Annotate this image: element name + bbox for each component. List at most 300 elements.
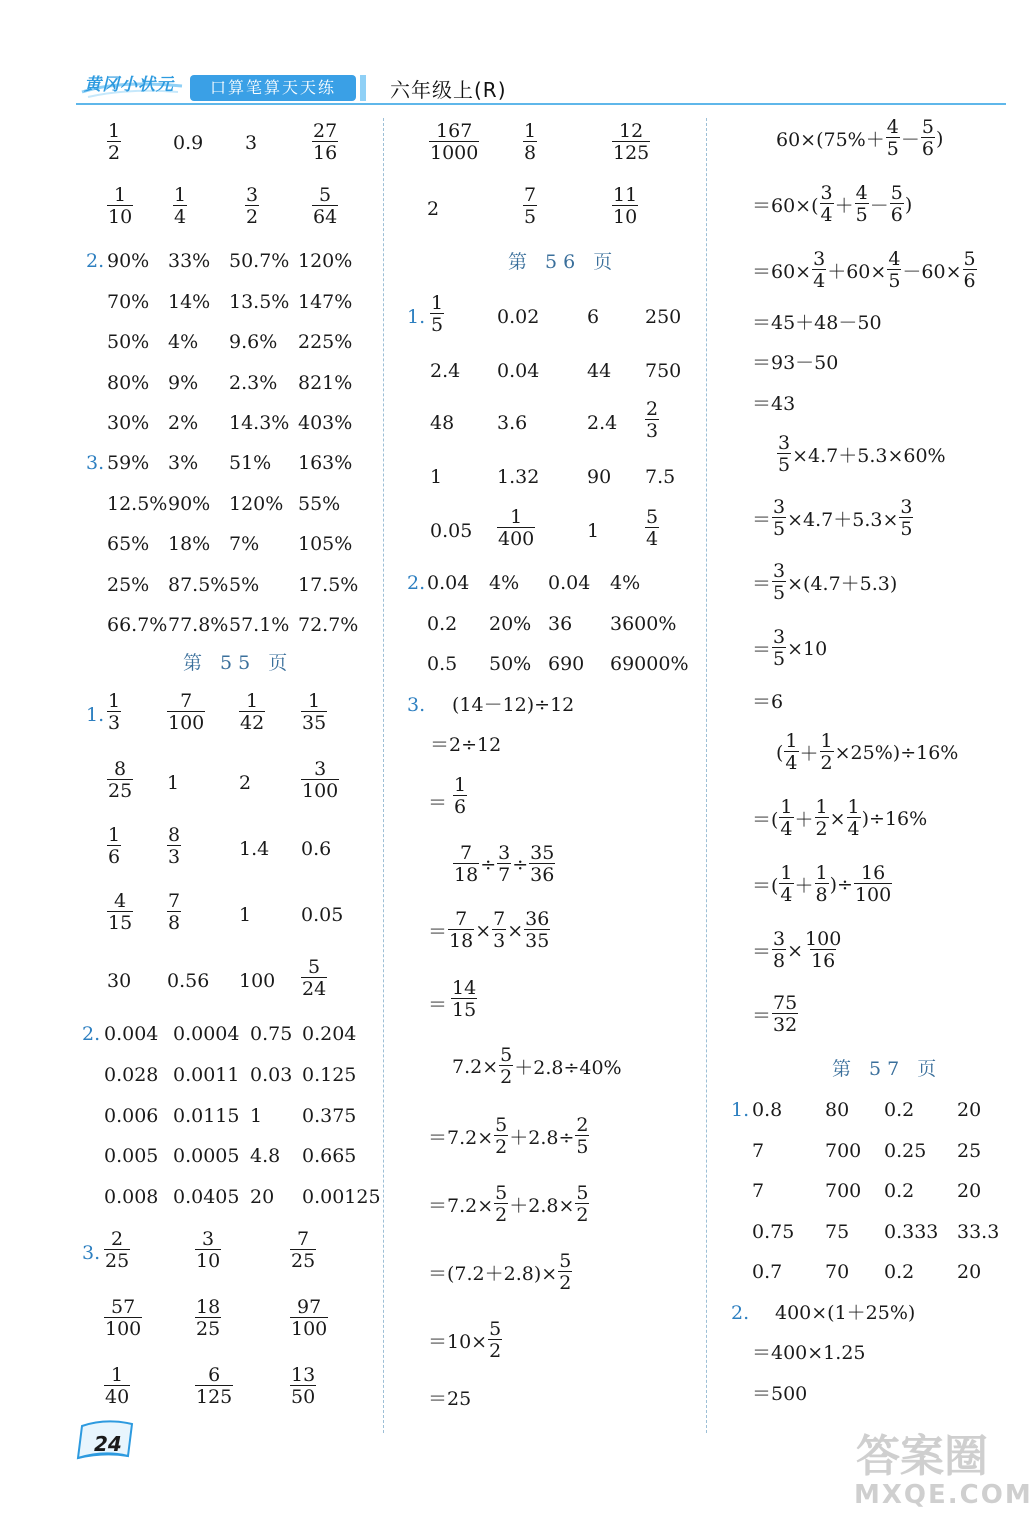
answer-value: 0.333 xyxy=(884,1220,939,1243)
answer-value: 0.375 xyxy=(302,1104,357,1127)
result-fraction xyxy=(453,776,467,817)
question-number: 2. xyxy=(731,1302,750,1324)
page-heading: 第 56 页 xyxy=(508,251,619,273)
answer-value: 0.00125 xyxy=(302,1186,381,1209)
fraction xyxy=(492,910,506,951)
answer-value: 0.75 xyxy=(752,1220,795,1243)
denominator: 15 xyxy=(108,912,133,934)
answer-value: 55% xyxy=(298,492,341,515)
answer-value: 0.75 xyxy=(250,1023,293,1045)
numerator: 167 xyxy=(436,120,473,142)
numerator: 4 xyxy=(114,890,127,912)
equation-text: ＝( xyxy=(752,809,779,831)
equation-text: ＝ xyxy=(428,792,448,814)
answer-fraction xyxy=(104,1230,130,1271)
answer-value: 163% xyxy=(298,452,353,474)
answer-value: 105% xyxy=(298,533,353,555)
answer-fraction xyxy=(301,760,339,801)
numerator: 1 xyxy=(114,184,127,206)
equation-text: )÷16% xyxy=(861,807,928,830)
answer-value: 0.2 xyxy=(884,1099,915,1121)
answer-value: 90 xyxy=(587,466,612,488)
fraction xyxy=(963,250,977,291)
numerator: 3 xyxy=(778,432,791,454)
denominator: 10 xyxy=(108,206,133,228)
equation-line xyxy=(752,994,799,1035)
equation-line xyxy=(776,434,946,475)
denominator: 10 xyxy=(196,1250,221,1272)
equation-line xyxy=(752,250,978,291)
answer-value: 13.5% xyxy=(229,290,290,313)
equation-text: ＝7.2× xyxy=(428,1127,494,1149)
numerator: 3 xyxy=(813,248,826,270)
answer-value: 9% xyxy=(168,371,199,394)
equation-text: ＋2.8× xyxy=(509,1195,575,1217)
column-divider-1 xyxy=(383,118,384,1433)
denominator: 42 xyxy=(240,712,265,734)
answer-value: 87.5% xyxy=(168,573,229,596)
answer-value: 50.7% xyxy=(229,250,290,272)
answer-value: 0.004 xyxy=(104,1023,159,1045)
equation-line xyxy=(452,1046,622,1087)
equation-text: ×(4.7＋5.3) xyxy=(787,573,898,595)
equation-line xyxy=(752,798,927,839)
numerator: 1 xyxy=(108,120,121,142)
question-number: 3. xyxy=(407,694,426,716)
denominator: 40 xyxy=(105,1386,130,1408)
answer-value: 0.2 xyxy=(884,1261,915,1283)
page-number: 24 xyxy=(94,1432,122,1456)
question-number: 1. xyxy=(731,1099,750,1121)
answer-fraction xyxy=(107,760,133,801)
answer-value: 5% xyxy=(229,573,260,596)
numerator: 3 xyxy=(314,758,327,780)
answer-fraction xyxy=(239,692,265,733)
fraction xyxy=(575,1116,589,1157)
answer-value: 0.56 xyxy=(167,970,210,992)
answer-value: 1.32 xyxy=(497,466,540,488)
numerator: 4 xyxy=(886,116,899,138)
denominator: 1000 xyxy=(430,142,479,164)
fraction xyxy=(887,250,901,291)
denominator: 100 xyxy=(854,884,892,906)
denominator: 25 xyxy=(105,1250,130,1272)
answer-fraction xyxy=(430,294,444,335)
equation-line xyxy=(428,1116,590,1157)
answer-fraction xyxy=(195,1298,221,1339)
equation-text: ×4.7＋5.3×60% xyxy=(792,445,946,467)
fraction xyxy=(812,250,826,291)
denominator: 6 xyxy=(108,846,121,868)
numerator: 1 xyxy=(785,730,798,752)
equation-text: － xyxy=(900,129,920,151)
watermark xyxy=(850,1420,1033,1520)
answer-value: 7 xyxy=(752,1139,765,1162)
answer-value: 2 xyxy=(239,772,252,794)
answer-value: 3600% xyxy=(610,612,677,635)
equation-text: ＋ xyxy=(794,809,814,831)
answer-value: 0.7 xyxy=(752,1261,783,1283)
logo-text: 黄冈小状元 xyxy=(84,75,174,95)
numerator: 3 xyxy=(773,560,786,582)
answer-value: 0.005 xyxy=(104,1145,159,1168)
denominator: 8 xyxy=(524,142,537,164)
numerator: 5 xyxy=(559,1250,572,1272)
equation-line: ＝43 xyxy=(752,393,796,415)
equation-line: ＝6 xyxy=(752,691,784,713)
equation-line xyxy=(428,910,551,951)
fraction xyxy=(772,994,798,1035)
numerator: 1 xyxy=(815,796,828,818)
answer-value: 1 xyxy=(587,520,600,542)
answer-fraction xyxy=(612,186,638,227)
answer-value: 0.0005 xyxy=(173,1145,240,1168)
numerator: 2 xyxy=(576,1114,589,1136)
answer-fraction xyxy=(167,892,181,933)
answer-value: 0.04 xyxy=(427,572,470,594)
numerator: 7 xyxy=(297,1228,310,1250)
denominator: 4 xyxy=(847,818,860,840)
answer-value: 70 xyxy=(825,1261,850,1283)
equation-line: (14－12)÷12 xyxy=(452,694,575,716)
result-fraction xyxy=(451,979,477,1020)
answer-fraction xyxy=(104,1298,142,1339)
numerator: 1 xyxy=(108,690,121,712)
answer-value: 0.204 xyxy=(302,1023,357,1045)
denominator: 24 xyxy=(302,978,327,1000)
equation-text: ＝60×( xyxy=(752,195,819,217)
fraction xyxy=(772,562,786,603)
answer-fraction xyxy=(290,1366,316,1407)
answer-value: 80% xyxy=(107,371,150,394)
answer-value: 20 xyxy=(250,1186,275,1209)
answer-value: 51% xyxy=(229,452,272,474)
denominator: 7 xyxy=(498,864,511,886)
answer-value: 17.5% xyxy=(298,573,359,596)
answer-value: 0.028 xyxy=(104,1063,159,1086)
equation-text: ＝(7.2＋2.8)× xyxy=(428,1263,558,1285)
numerator: 2 xyxy=(646,398,659,420)
denominator: 3 xyxy=(168,846,181,868)
answer-fraction xyxy=(645,400,659,441)
equation-text: ×4.7＋5.3× xyxy=(787,509,899,531)
fraction xyxy=(558,1252,572,1293)
grade-label: 六年级上(R) xyxy=(390,78,507,102)
fraction xyxy=(854,864,892,905)
equation-line xyxy=(776,732,958,773)
denominator: 8 xyxy=(773,950,786,972)
numerator: 100 xyxy=(805,928,842,950)
answer-fraction xyxy=(497,508,535,549)
answer-value: 80 xyxy=(825,1099,850,1121)
answer-value: 7% xyxy=(229,533,260,555)
denominator: 5 xyxy=(778,454,791,476)
numerator: 8 xyxy=(114,758,127,780)
numerator: 3 xyxy=(246,184,259,206)
answer-value: 0.04 xyxy=(548,572,591,594)
denominator: 64 xyxy=(313,206,338,228)
answer-value: 7.5 xyxy=(645,466,676,488)
answer-value: 700 xyxy=(825,1180,862,1202)
equation-line xyxy=(452,844,556,885)
answer-value: 2.4 xyxy=(587,412,618,434)
fraction xyxy=(820,732,834,773)
equation-line xyxy=(752,562,897,603)
equation-text: 60×(75%＋ xyxy=(776,129,885,151)
answer-fraction xyxy=(107,892,133,933)
fraction xyxy=(575,1184,589,1225)
numerator: 3 xyxy=(900,496,913,518)
question-number: 1. xyxy=(86,704,105,726)
fraction xyxy=(488,1320,502,1361)
answer-fraction xyxy=(104,1366,130,1407)
numerator: 5 xyxy=(489,1318,502,1340)
numerator: 5 xyxy=(308,956,321,978)
question-number: 2. xyxy=(407,572,426,594)
denominator: 32 xyxy=(773,1014,798,1036)
denominator: 25 xyxy=(108,780,133,802)
answer-value: 65% xyxy=(107,533,150,555)
numerator: 5 xyxy=(319,184,332,206)
numerator: 57 xyxy=(111,1296,136,1318)
denominator: 5 xyxy=(773,582,786,604)
equation-text: 7.2× xyxy=(452,1055,499,1078)
numerator: 5 xyxy=(921,116,934,138)
equation-line xyxy=(752,184,912,225)
answer-fraction xyxy=(107,692,121,733)
numerator: 1 xyxy=(431,292,444,314)
equation-text: －60× xyxy=(902,261,962,283)
numerator: 18 xyxy=(196,1296,221,1318)
answer-value: 225% xyxy=(298,331,353,353)
answer-value: 4% xyxy=(610,572,641,594)
denominator: 4 xyxy=(174,206,187,228)
denominator: 6 xyxy=(921,138,934,160)
denominator: 4 xyxy=(820,204,833,226)
answer-fraction xyxy=(523,186,537,227)
answer-value: 90% xyxy=(168,492,211,515)
denominator: 5 xyxy=(576,1136,589,1158)
denominator: 16 xyxy=(811,950,836,972)
answer-value: 0.2 xyxy=(884,1180,915,1202)
equation-text: ＝ xyxy=(752,639,772,661)
numerator: 1 xyxy=(246,690,259,712)
answer-fraction xyxy=(290,1230,316,1271)
answer-value: 0.0115 xyxy=(173,1104,240,1127)
fraction xyxy=(494,1116,508,1157)
answer-value: 0.04 xyxy=(497,360,540,382)
denominator: 25 xyxy=(196,1318,221,1340)
denominator: 2 xyxy=(576,1204,589,1226)
answer-fraction xyxy=(173,186,187,227)
fraction xyxy=(777,434,791,475)
denominator: 2 xyxy=(495,1204,508,1226)
answer-value: 0.6 xyxy=(301,838,332,860)
answer-value: 57.1% xyxy=(229,614,290,636)
numerator: 3 xyxy=(820,182,833,204)
denominator: 125 xyxy=(613,142,650,164)
answer-value: 0.03 xyxy=(250,1063,293,1086)
numerator: 4 xyxy=(888,248,901,270)
fraction xyxy=(779,798,793,839)
equation-text: ＝ xyxy=(752,573,772,595)
denominator: 4 xyxy=(813,270,826,292)
denominator: 16 xyxy=(313,142,338,164)
denominator: 2 xyxy=(108,142,121,164)
denominator: 5 xyxy=(431,314,444,336)
question-number: 3. xyxy=(82,1242,101,1264)
fraction xyxy=(820,184,834,225)
fraction xyxy=(524,910,550,951)
denominator: 125 xyxy=(196,1386,233,1408)
denominator: 8 xyxy=(815,884,828,906)
numerator: 5 xyxy=(963,248,976,270)
equation-line: ＝25 xyxy=(428,1388,472,1410)
question-number: 2. xyxy=(86,250,105,272)
numerator: 35 xyxy=(530,842,555,864)
answer-fraction xyxy=(301,692,327,733)
denominator: 18 xyxy=(449,930,474,952)
numerator: 12 xyxy=(619,120,644,142)
answer-fraction xyxy=(167,692,205,733)
denominator: 10 xyxy=(613,206,638,228)
answer-value: 2.4 xyxy=(430,360,461,382)
answer-value: 0.665 xyxy=(302,1145,357,1168)
numerator: 2 xyxy=(111,1228,124,1250)
equation-text: × xyxy=(829,807,846,830)
answer-value: 4.8 xyxy=(250,1145,281,1168)
numerator: 1 xyxy=(108,824,121,846)
fraction xyxy=(494,1184,508,1225)
numerator: 8 xyxy=(168,824,181,846)
answer-value: 0.8 xyxy=(752,1099,783,1121)
equation-line: ＝400×1.25 xyxy=(752,1342,866,1364)
denominator: 100 xyxy=(302,780,339,802)
fraction xyxy=(804,930,842,971)
fraction xyxy=(529,844,555,885)
fraction xyxy=(779,864,793,905)
answer-value: 14% xyxy=(168,290,211,313)
denominator: 3 xyxy=(646,420,659,442)
answer-value: 0.2 xyxy=(427,612,458,635)
answer-value: 66.7% xyxy=(107,614,168,636)
question-number: 2. xyxy=(82,1023,101,1045)
numerator: 27 xyxy=(313,120,338,142)
answer-value: 9.6% xyxy=(229,331,278,353)
numerator: 97 xyxy=(297,1296,322,1318)
fraction xyxy=(847,798,861,839)
equation-text: ＝ xyxy=(752,1005,772,1027)
answer-value: 0.0405 xyxy=(173,1186,240,1209)
numerator: 1 xyxy=(524,120,537,142)
answer-value: 1 xyxy=(239,904,252,926)
answer-value: 1 xyxy=(250,1104,263,1127)
answer-value: 250 xyxy=(645,306,682,328)
answer-value: 147% xyxy=(298,290,353,313)
answer-fraction xyxy=(429,122,479,163)
equation-text: × xyxy=(507,919,524,942)
fraction xyxy=(453,844,479,885)
answer-fraction xyxy=(167,826,181,867)
answer-value: 36 xyxy=(548,612,573,635)
equation-text: ＋60× xyxy=(827,261,887,283)
fraction xyxy=(890,184,904,225)
numerator: 6 xyxy=(208,1364,221,1386)
answer-value: 700 xyxy=(825,1139,862,1162)
numerator: 5 xyxy=(495,1114,508,1136)
denominator: 4 xyxy=(780,884,793,906)
answer-value: 48 xyxy=(430,412,455,434)
equation-text: × xyxy=(787,939,804,962)
equation-text: ＝ xyxy=(428,994,448,1016)
answer-fraction xyxy=(107,122,121,163)
denominator: 25 xyxy=(291,1250,316,1272)
equation-text: ＝( xyxy=(752,875,779,897)
numerator: 14 xyxy=(452,977,477,999)
fraction xyxy=(497,844,511,885)
equation-text: ( xyxy=(776,741,784,764)
equation-text: × xyxy=(475,919,492,942)
numerator: 1 xyxy=(454,774,467,796)
answer-fraction xyxy=(612,122,650,163)
answer-value: 69000% xyxy=(610,653,689,675)
answer-value: 70% xyxy=(107,290,150,313)
numerator: 1 xyxy=(780,796,793,818)
answer-value: 33% xyxy=(168,250,211,272)
denominator: 6 xyxy=(963,270,976,292)
numerator: 1 xyxy=(308,690,321,712)
answer-value: 20 xyxy=(957,1099,982,1121)
page-heading: 第 55 页 xyxy=(183,652,294,674)
answer-value: 3.6 xyxy=(497,412,528,434)
answer-value: 0.0011 xyxy=(173,1063,240,1086)
question-number: 1. xyxy=(407,306,426,328)
fraction xyxy=(921,118,935,159)
equation-text: ＋ xyxy=(834,195,854,217)
answer-value: 100 xyxy=(239,970,276,992)
answer-fraction xyxy=(312,186,338,227)
answer-value: 30 xyxy=(107,970,132,992)
equation-line xyxy=(776,118,943,159)
equation-text: )÷ xyxy=(829,873,853,896)
denominator: 36 xyxy=(530,864,555,886)
answer-value: 2 xyxy=(427,198,440,220)
numerator: 7 xyxy=(493,908,506,930)
answer-value: 77.8% xyxy=(168,614,229,636)
denominator: 100 xyxy=(168,712,205,734)
equation-text: ＋ xyxy=(799,743,819,765)
numerator: 75 xyxy=(773,992,798,1014)
numerator: 7 xyxy=(168,890,181,912)
equation-line: ＝2÷12 xyxy=(430,734,502,756)
answer-value: 0.05 xyxy=(301,904,344,926)
equation-text: ÷ xyxy=(480,853,497,876)
watermark-title: 答案圈 xyxy=(856,1431,988,1482)
answer-value: 0.05 xyxy=(430,520,473,542)
answer-fraction xyxy=(290,1298,328,1339)
equation-line xyxy=(752,628,827,669)
fraction xyxy=(448,910,474,951)
numerator: 7 xyxy=(524,184,537,206)
denominator: 100 xyxy=(105,1318,142,1340)
fraction xyxy=(772,930,786,971)
page-header xyxy=(0,0,1033,110)
equation-text: ×25%)÷16% xyxy=(834,741,959,764)
denominator: 6 xyxy=(890,204,903,226)
numerator: 16 xyxy=(861,862,886,884)
numerator: 3 xyxy=(773,496,786,518)
denominator: 18 xyxy=(454,864,479,886)
